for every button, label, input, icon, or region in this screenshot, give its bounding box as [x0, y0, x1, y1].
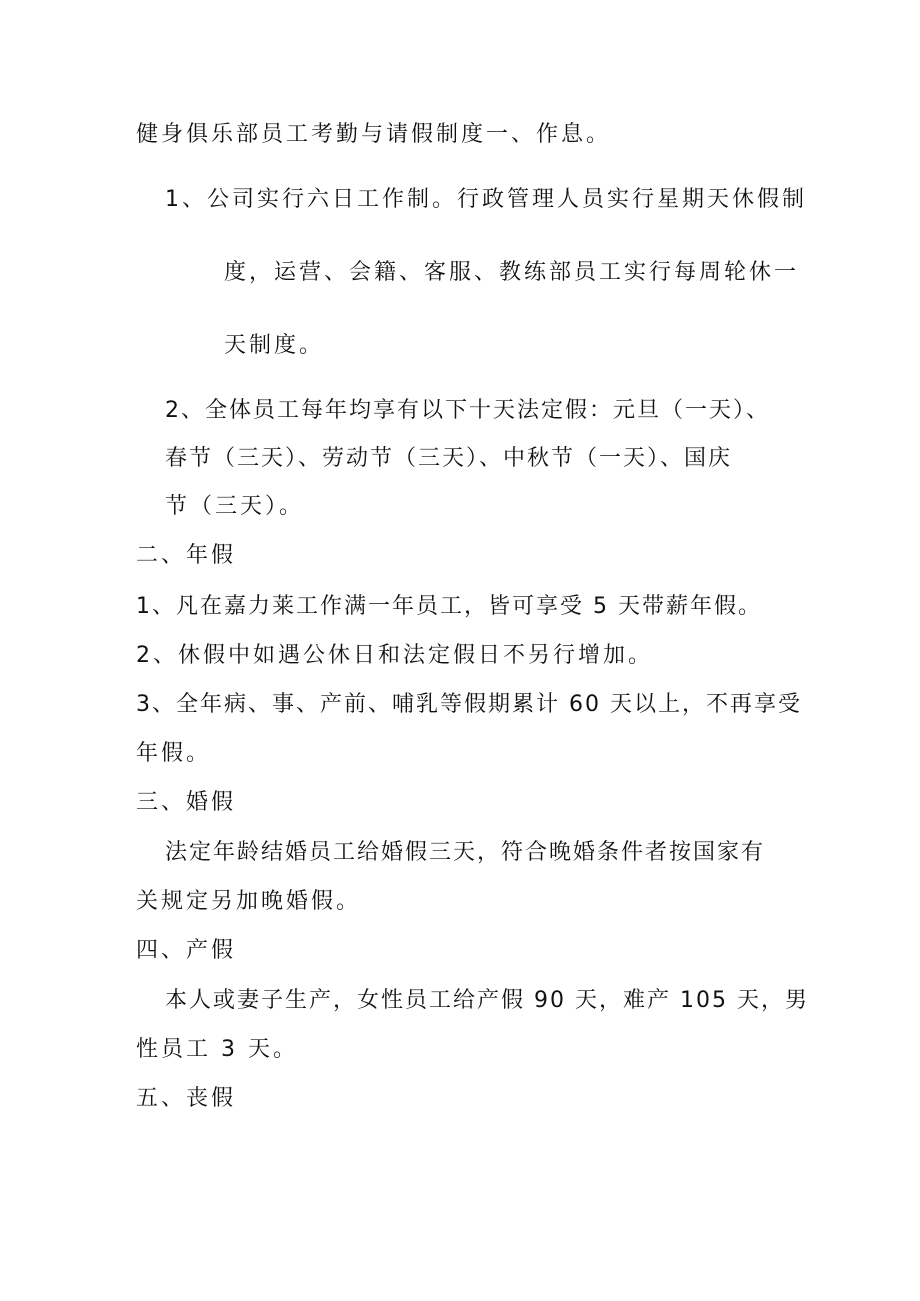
annual-leave-item-2: 2、休假中如遇公休日和法定假日不另行增加。: [136, 643, 653, 668]
marriage-leave-heading: 三、婚假: [136, 790, 237, 815]
annual-leave-heading: 二、年假: [136, 543, 237, 568]
rest-item-1-line-3: 天制度。: [224, 333, 325, 358]
rest-item-2-line-2: 春节（三天）、劳动节（三天）、中秋节（一天）、国庆: [165, 446, 733, 471]
bereavement-leave-heading: 五、丧假: [136, 1086, 237, 1111]
annual-leave-item-3-line-2: 年假。: [136, 741, 212, 766]
rest-item-1-line-2: 度，运营、会籍、客服、教练部员工实行每周轮休一: [224, 260, 800, 285]
marriage-leave-text-line-2: 关规定另加晚婚假。: [136, 889, 362, 914]
rest-item-1-line-1: 1、公司实行六日工作制。行政管理人员实行星期天休假制: [165, 187, 807, 212]
maternity-leave-text-line-1: 本人或妻子生产，女性员工给产假 90 天，难产 105 天，男: [165, 988, 809, 1013]
maternity-leave-text-line-2: 性员工 3 天。: [136, 1037, 298, 1062]
rest-item-2-line-3: 节（三天）。: [165, 494, 305, 519]
marriage-leave-text-line-1: 法定年龄结婚员工给婚假三天，符合晚婚条件者按国家有: [165, 840, 766, 865]
maternity-leave-heading: 四、产假: [136, 938, 237, 963]
annual-leave-item-3-line-1: 3、全年病、事、产前、哺乳等假期累计 60 天以上，不再享受: [136, 692, 802, 717]
annual-leave-item-1: 1、凡在嘉力莱工作满一年员工，皆可享受 5 天带薪年假。: [136, 594, 762, 619]
rest-item-2-line-1: 2、全体员工每年均享有以下十天法定假：元旦（一天）、: [165, 398, 770, 423]
document-title-line: 健身俱乐部员工考勤与请假制度一、作息。: [136, 122, 612, 147]
